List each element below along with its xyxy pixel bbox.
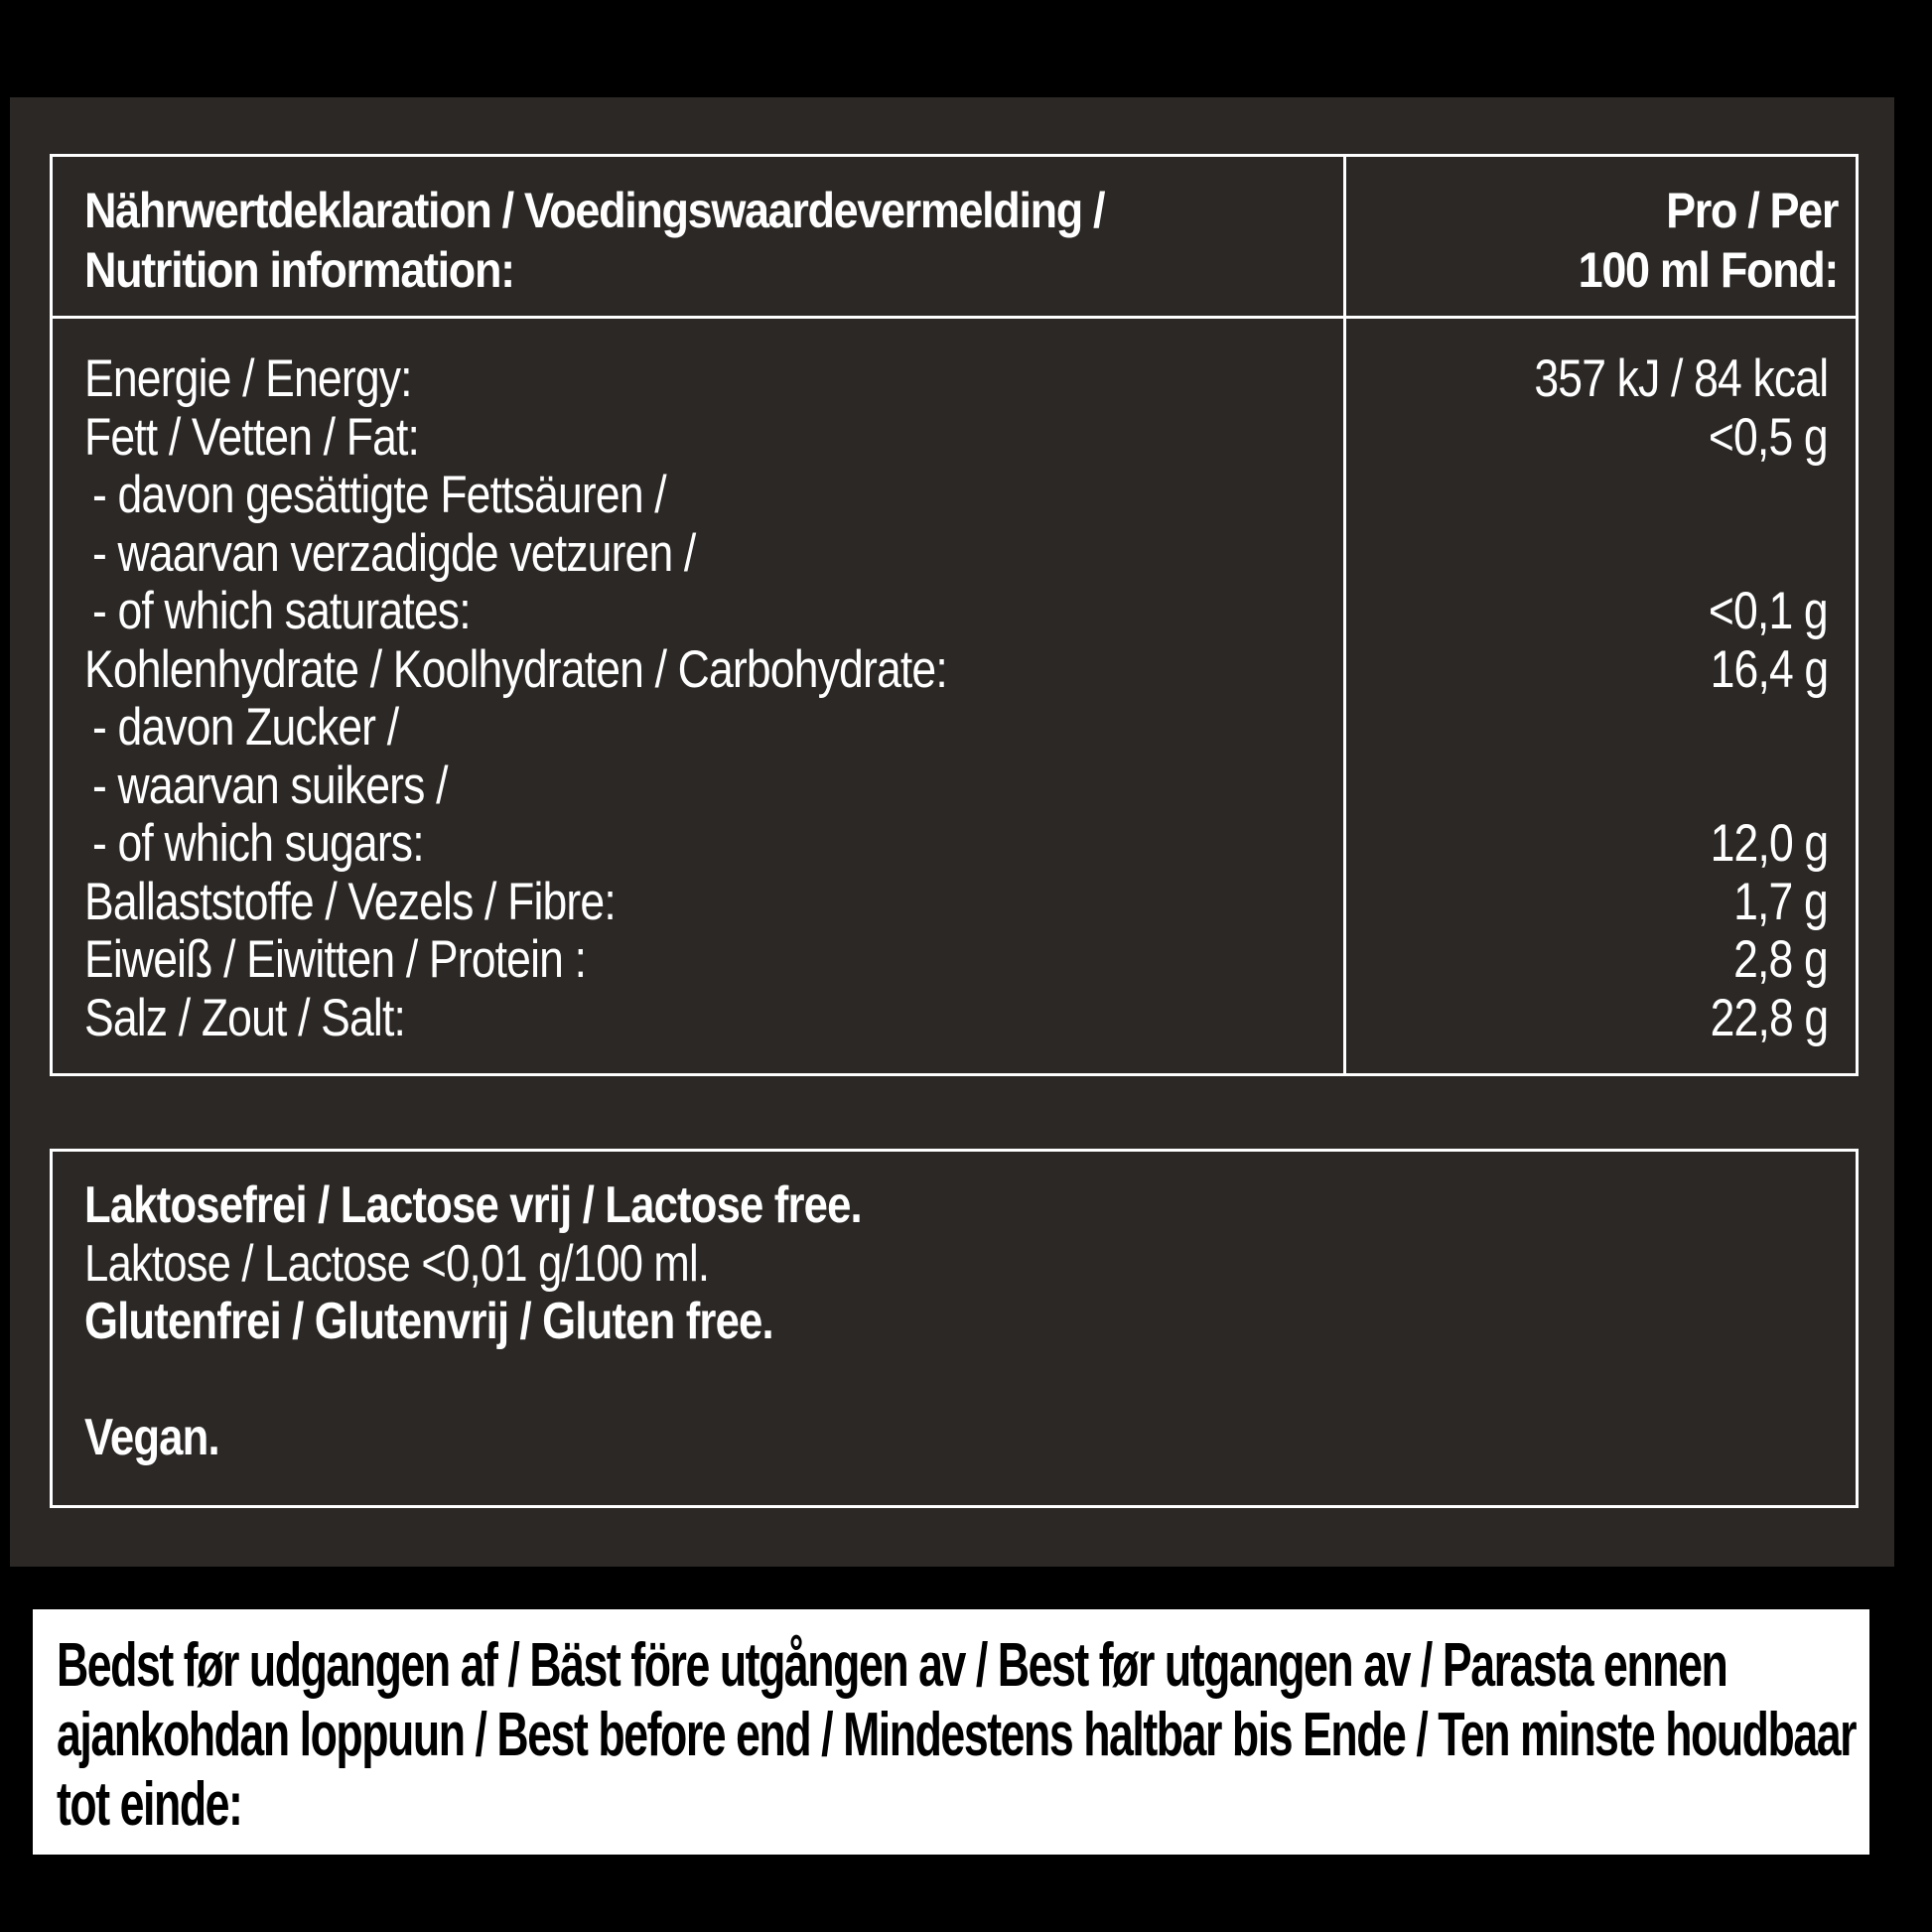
nutrition-row xyxy=(84,990,1828,1048)
dietary-notes-box xyxy=(50,1149,1859,1508)
nutrition-row xyxy=(84,641,1828,700)
best-before-line1: Bedst før udgangen af / Bäst före utgången av / Best før utgangen av / Parasta ennen xyxy=(57,1631,1727,1700)
nutrient-label: - waarvan verzadigde vetzuren / xyxy=(92,523,696,583)
best-before-line3: tot einde: xyxy=(57,1770,242,1839)
best-before-box xyxy=(33,1609,1869,1855)
nutrition-row xyxy=(84,931,1828,990)
nutrient-label: - of which saturates: xyxy=(92,582,471,640)
nutrient-value: <0,5 g xyxy=(1709,407,1828,467)
nutrition-row xyxy=(84,350,1828,409)
nutrient-value: 16,4 g xyxy=(1710,639,1828,699)
nutrition-row xyxy=(84,525,1828,584)
per-line2: 100 ml Fond: xyxy=(1578,242,1838,298)
nutrition-row xyxy=(84,583,1828,641)
per-line1: Pro / Per xyxy=(1666,183,1838,238)
nutrient-label: Eiweiß / Eiwitten / Protein : xyxy=(84,930,587,989)
nutrition-header-per xyxy=(1409,181,1838,300)
nutrient-value: <0,1 g xyxy=(1709,582,1828,640)
lactose-amount-note: Laktose / Lactose <0,01 g/100 ml. xyxy=(84,1234,710,1293)
vegan-note: Vegan. xyxy=(84,1409,219,1466)
nutrition-row xyxy=(84,874,1828,932)
nutrition-rows xyxy=(84,350,1828,1047)
nutrition-row xyxy=(84,815,1828,874)
nutrient-value: 22,8 g xyxy=(1710,988,1828,1047)
nutrition-table xyxy=(50,154,1859,1076)
lactose-free-note: Laktosefrei / Lactose vrij / Lactose free. xyxy=(84,1176,862,1234)
spacer xyxy=(84,1351,1547,1410)
nutrient-label: Energie / Energy: xyxy=(84,349,412,408)
nutrient-label: Salz / Zout / Salt: xyxy=(84,988,406,1047)
nutrient-label: - davon Zucker / xyxy=(92,698,399,757)
nutrient-value: 2,8 g xyxy=(1733,930,1828,989)
nutrient-label: - davon gesättigte Fettsäuren / xyxy=(92,466,666,524)
nutrient-label: - waarvan suikers / xyxy=(92,756,448,815)
nutrition-header-line2: Nutrition information: xyxy=(84,242,514,298)
best-before-line2: ajankohdan loppuun / Best before end / Mindestens haltbar bis Ende / Ten minste houdbaar xyxy=(57,1701,1857,1769)
nutrition-header-title xyxy=(84,181,1210,300)
header-divider xyxy=(53,316,1856,319)
nutrient-value: 1,7 g xyxy=(1733,872,1828,931)
nutrition-row xyxy=(84,699,1828,758)
nutrition-row xyxy=(84,758,1828,816)
nutrition-row xyxy=(84,409,1828,468)
nutrient-label: Ballaststoffe / Vezels / Fibre: xyxy=(84,872,616,931)
nutrient-value: 12,0 g xyxy=(1710,814,1828,873)
nutrition-header-line1: Nährwertdeklaration / Voedingswaardevermelding / xyxy=(84,183,1105,238)
nutrient-label: - of which sugars: xyxy=(92,814,424,873)
nutrient-label: Kohlenhydrate / Koolhydraten / Carbohydrate: xyxy=(84,639,947,699)
nutrient-value: 357 kJ / 84 kcal xyxy=(1534,349,1828,408)
gluten-free-note: Glutenfrei / Glutenvrij / Gluten free. xyxy=(84,1293,773,1350)
nutrition-row xyxy=(84,467,1828,525)
nutrient-label: Fett / Vetten / Fat: xyxy=(84,407,420,467)
